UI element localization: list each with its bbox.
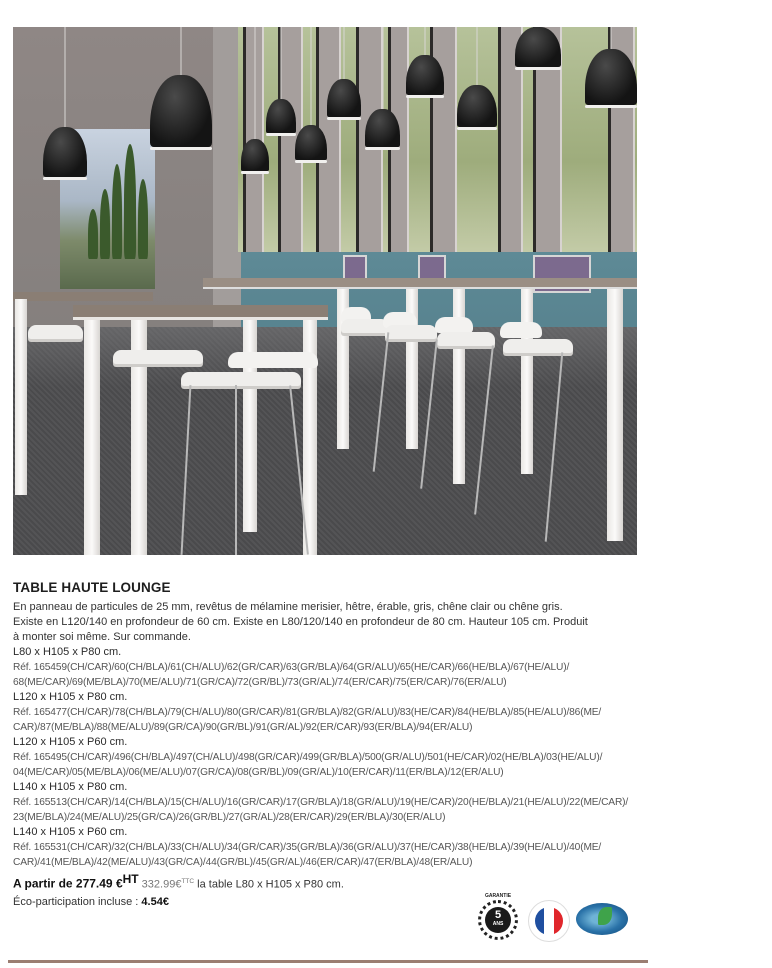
pendant-lamp-icon [585, 27, 637, 109]
price-line [13, 871, 653, 894]
variant-l80-p80 [13, 645, 653, 690]
pendant-lamp-icon [241, 27, 269, 175]
variant-l140-p60 [13, 825, 653, 870]
variant-l120-p80 [13, 690, 653, 735]
variant-refs: 04(ME/CAR)/05(ME/BLA)/06(ME/ALU)/07(GR/CA)/08(GR/BL)/09(GR/AL)/10(ER/CAR)/11(ER/BLA)/12(ER/ALU) [13, 767, 504, 778]
cypress-tree [88, 209, 98, 259]
variant-dimensions: L140 x H105 x P60 cm. [13, 826, 128, 838]
stool-seat [341, 319, 389, 333]
floor-shadow [13, 327, 637, 387]
variant-dimensions: L80 x H105 x P80 cm. [13, 646, 122, 658]
product-description-block [13, 580, 653, 911]
variant-dimensions: L120 x H105 x P80 cm. [13, 691, 128, 703]
product-title: TABLE HAUTE LOUNGE [13, 580, 171, 595]
variant-refs: Réf. 165495(CH/CAR)/496(CH/BLA)/497(CH/ALU)/498(GR/CAR)/499(GR/BLA)/500(GR/ALU)/501(HE/CAR)/02(HE/BLA)/03(HE/ALU)/ [13, 752, 603, 763]
price-ttc-label: TTC [181, 878, 195, 885]
variant-refs: Réf. 165531(CH/CAR)/32(CH/BLA)/33(CH/ALU)/34(GR/CAR)/35(GR/BLA)/36(GR/ALU)/37(HE/CAR)/38(HE/BLA)/39(HE/ALU)/40(ME/ [13, 842, 602, 853]
table-leg [15, 299, 27, 495]
product-photo [13, 27, 637, 555]
variant-refs: Réf. 165477(CH/CAR)/78(CH/BLA)/79(CH/ALU)/80(GR/CAR)/81(GR/BLA)/82(GR/ALU)/83(HE/CAR)/84(HE/BLA)/85(HE/ALU)/86(ME/ [13, 707, 602, 718]
nf-environnement-badge-icon [576, 903, 628, 935]
stool-seat [503, 339, 573, 353]
made-in-france-badge-icon [528, 900, 570, 942]
guarantee-5-years-badge-icon [478, 893, 518, 940]
pendant-lamp-icon [457, 27, 497, 131]
variant-l120-p60 [13, 735, 653, 780]
description-line: En panneau de particules de 25 mm, revêtus de mélamine merisier, hêtre, érable, gris, chêne clair ou chêne gris. [13, 601, 563, 613]
cypress-tree [100, 189, 110, 259]
stool-seat [28, 325, 83, 339]
pendant-lamp-icon [295, 27, 327, 164]
pendant-lamp-icon [150, 27, 212, 152]
pendant-lamp-icon [266, 27, 296, 137]
cypress-tree [138, 179, 148, 259]
table-leg [521, 289, 533, 474]
variant-refs: Réf. 165513(CH/CAR)/14(CH/BLA)/15(CH/ALU)/16(GR/CAR)/17(GR/BLA)/18(GR/ALU)/19(HE/CAR)/20(HE/BLA)/21(HE/ALU)/22(ME/CAR)/ [13, 797, 629, 808]
table-leg [607, 289, 623, 541]
variant-dimensions: L120 x H105 x P60 cm. [13, 736, 128, 748]
table-leg [84, 320, 100, 555]
stool-seat [385, 325, 437, 339]
pendant-lamp-icon [406, 27, 444, 99]
variant-refs: CAR)/41(ME/BLA)/42(ME/ALU)/43(GR/CA)/44(GR/BL)/45(GR/AL)/46(ER/CAR)/47(ER/BLA)/48(ER/ALU) [13, 857, 473, 868]
cypress-tree [112, 164, 122, 259]
description-line: Existe en L120/140 en profondeur de 60 cm. Existe en L80/120/140 en profondeur de 80 cm. Hauteur 105 cm. Produit [13, 616, 588, 628]
stool-backrest [435, 317, 473, 333]
bottom-divider [8, 960, 648, 963]
pendant-lamp-icon [515, 27, 561, 71]
cypress-tree [124, 144, 136, 259]
bar-counter-top [203, 278, 637, 289]
stool-backrest [228, 352, 318, 368]
eco-label: Éco-participation incluse : [13, 895, 142, 908]
guarantee-center [485, 907, 511, 933]
pendant-lamp-icon [365, 27, 400, 151]
pendant-lamp-icon [327, 27, 361, 121]
price-ttc: 332.99€ [138, 878, 182, 891]
variant-refs: CAR)/87(ME/BLA)/88(ME/ALU)/89(GR/CA)/90(GR/BL)/91(GR/AL)/92(ER/CAR)/93(ER/BLA)/94(ER/ALU) [13, 722, 473, 733]
variant-refs: 23(ME/BLA)/24(ME/ALU)/25(GR/CA)/26(GR/BL)/27(GR/AL)/28(ER/CAR)/29(ER/BLA)/30(ER/ALU) [13, 812, 446, 823]
price-ht-label: HT [122, 872, 139, 886]
table-top-back [13, 292, 153, 301]
stool-leg [235, 385, 237, 555]
stool-seat [113, 350, 203, 364]
stool-seat [437, 332, 495, 346]
variant-dimensions: L140 x H105 x P80 cm. [13, 781, 128, 793]
variant-l140-p80 [13, 780, 653, 825]
stool-backrest [500, 322, 542, 338]
variant-refs: 68(ME/CAR)/69(ME/BLA)/70(ME/ALU)/71(GR/CA)/72(GR/BL)/73(GR/AL)/74(ER/CAR)/75(ER/CAR)/76(ER/ALU) [13, 677, 507, 688]
french-flag-icon [535, 907, 563, 935]
pendant-lamp-icon [43, 27, 87, 182]
table-top-front [73, 305, 328, 320]
price-suffix: la table L80 x H105 x P80 cm. [194, 878, 344, 891]
price-ht: 277.49 € [75, 876, 123, 891]
guarantee-unit: ANS [492, 921, 504, 927]
price-prefix: A partir de [13, 876, 76, 891]
product-description [13, 600, 653, 645]
leaf-icon [598, 907, 612, 925]
description-line: à monter soi même. Sur commande. [13, 631, 191, 643]
variant-refs: Réf. 165459(CH/CAR)/60(CH/BLA)/61(CH/ALU)/62(GR/CAR)/63(GR/BLA)/64(GR/ALU)/65(HE/CAR)/66(HE/BLA)/67(HE/ALU)/ [13, 662, 570, 673]
eco-value: 4.54€ [141, 895, 169, 908]
stool-seat [181, 372, 301, 386]
guarantee-years: 5 [494, 909, 502, 921]
guarantee-ring-text: GARANTIE [484, 893, 512, 899]
